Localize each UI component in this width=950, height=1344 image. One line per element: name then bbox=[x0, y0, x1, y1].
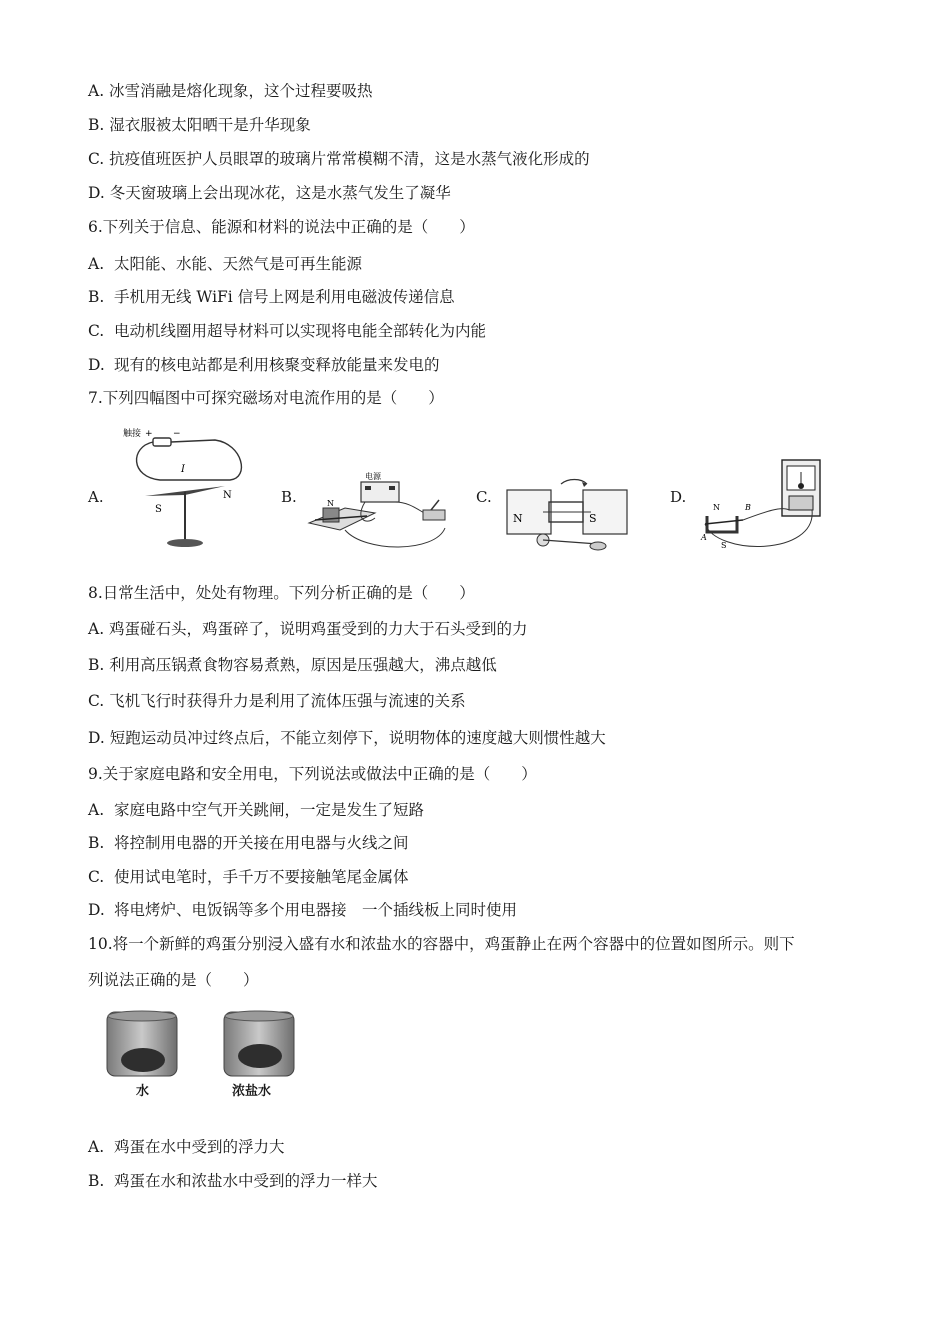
option-text: 将控制用电器的开关接在用电器与火线之间 bbox=[114, 834, 409, 852]
option-letter: A. bbox=[88, 1138, 105, 1156]
option-letter: D. bbox=[88, 901, 105, 919]
q9-option-c bbox=[88, 867, 409, 887]
fig-c-north-label: N bbox=[513, 512, 523, 525]
option-text: 太阳能、水能、天然气是可再生能源 bbox=[114, 255, 363, 273]
q7-figure-c-generator bbox=[503, 474, 633, 559]
fig-c-south-label: S bbox=[589, 512, 597, 525]
q8-option-a: A. 鸡蛋碰石头，鸡蛋碎了，说明鸡蛋受到的力大于石头受到的力 bbox=[88, 620, 528, 638]
option-letter: D. bbox=[88, 356, 105, 374]
q7-figure-label-b: B. bbox=[281, 488, 297, 506]
q6-option-a bbox=[88, 254, 362, 274]
option-letter: C. bbox=[88, 868, 105, 886]
q5-option-a: A. 冰雪消融是熔化现象，这个过程要吸热 bbox=[88, 82, 373, 100]
q7-figure-label-a: A. bbox=[88, 488, 104, 506]
q9-stem: 9.关于家庭电路和安全用电，下列说法或做法中正确的是（ ） bbox=[88, 765, 537, 783]
q8-option-c: C. 飞机飞行时获得升力是利用了流体压强与流速的关系 bbox=[88, 692, 466, 710]
q5-option-d: D. 冬天窗玻璃上会出现冰花，这是水蒸气发生了凝华 bbox=[88, 184, 451, 202]
fig-a-south-label: S bbox=[155, 504, 162, 515]
q10-stem-line2: 列说法正确的是（ ） bbox=[88, 971, 259, 989]
svg-text:+: + bbox=[145, 429, 153, 439]
option-letter: B. bbox=[88, 1172, 105, 1190]
q7-figure-label-c: C. bbox=[476, 488, 492, 506]
option-letter: A. bbox=[88, 801, 105, 819]
q10-stem-line1: 10.将一个新鲜的鸡蛋分别浸入盛有水和浓盐水的容器中，鸡蛋静止在两个容器中的位置如图所示。则下 bbox=[88, 935, 795, 953]
q7-stem: 7.下列四幅图中可探究磁场对电流作用的是（ ） bbox=[88, 389, 444, 407]
q10-cup-water bbox=[103, 1010, 183, 1080]
fig-b-north-label: N bbox=[327, 499, 334, 508]
q8-option-d: D. 短跑运动员冲过终点后，不能立刻停下，说明物体的速度越大则惯性越大 bbox=[88, 729, 606, 747]
q6-option-c bbox=[88, 321, 486, 341]
fig-a-north-label: N bbox=[223, 490, 232, 501]
q5-option-b: B. 湿衣服被太阳晒干是升华现象 bbox=[88, 116, 311, 134]
option-text: 鸡蛋在水和浓盐水中受到的浮力一样大 bbox=[114, 1172, 378, 1190]
fig-d-a-label: A bbox=[701, 533, 707, 542]
q6-option-b bbox=[88, 287, 455, 307]
fig-d-north-label: N bbox=[713, 503, 720, 512]
option-text: 手机用无线 WiFi 信号上网是利用电磁波传递信息 bbox=[114, 288, 455, 306]
fig-a-battery-label: 触接 bbox=[123, 429, 142, 439]
q8-option-b: B. 利用高压锅煮食物容易煮熟，原因是压强越大，沸点越低 bbox=[88, 656, 497, 674]
q9-option-b bbox=[88, 833, 409, 853]
option-text: 鸡蛋在水中受到的浮力大 bbox=[114, 1138, 285, 1156]
q7-figure-d-induction bbox=[697, 456, 837, 556]
q7-figure-a-oersted bbox=[115, 422, 250, 552]
option-text: 家庭电路中空气开关跳闸，一定是发生了短路 bbox=[114, 801, 425, 819]
option-letter: B. bbox=[88, 834, 105, 852]
option-text: 使用试电笔时，手千万不要接触笔尾金属体 bbox=[114, 868, 409, 886]
option-text: 电动机线圈用超导材料可以实现将电能全部转化为内能 bbox=[114, 322, 487, 340]
q10-cup-water-label: 水 bbox=[136, 1084, 150, 1099]
svg-text:−: − bbox=[173, 429, 181, 439]
fig-b-power-label: 电源 bbox=[365, 472, 381, 481]
q9-option-a bbox=[88, 800, 424, 820]
q10-cup-brine bbox=[220, 1010, 300, 1080]
option-letter: B. bbox=[88, 288, 105, 306]
q6-stem: 6.下列关于信息、能源和材料的说法中正确的是（ ） bbox=[88, 218, 475, 236]
fig-a-current-label: I bbox=[181, 464, 185, 475]
q8-stem: 8.日常生活中，处处有物理。下列分析正确的是（ ） bbox=[88, 584, 475, 602]
q6-option-d bbox=[88, 355, 440, 375]
option-letter: C. bbox=[88, 322, 105, 340]
q7-figure-b-motor-principle bbox=[305, 468, 465, 553]
q10-option-a bbox=[88, 1137, 285, 1157]
q10-cup-brine-label: 浓盐水 bbox=[232, 1084, 272, 1099]
q9-option-d bbox=[88, 900, 517, 920]
q7-figure-label-d: D. bbox=[670, 488, 687, 506]
fig-d-south-label: S bbox=[721, 541, 727, 550]
q10-option-b bbox=[88, 1171, 378, 1191]
q5-option-c: C. 抗疫值班医护人员眼罩的玻璃片常常模糊不清，这是水蒸气液化形成的 bbox=[88, 150, 590, 168]
option-text: 现有的核电站都是利用核聚变释放能量来发电的 bbox=[114, 356, 440, 374]
fig-d-b-label: B bbox=[745, 503, 751, 512]
option-text: 将电烤炉、电饭锅等多个用电器接 一个插线板上同时使用 bbox=[114, 901, 518, 919]
option-letter: A. bbox=[88, 255, 105, 273]
